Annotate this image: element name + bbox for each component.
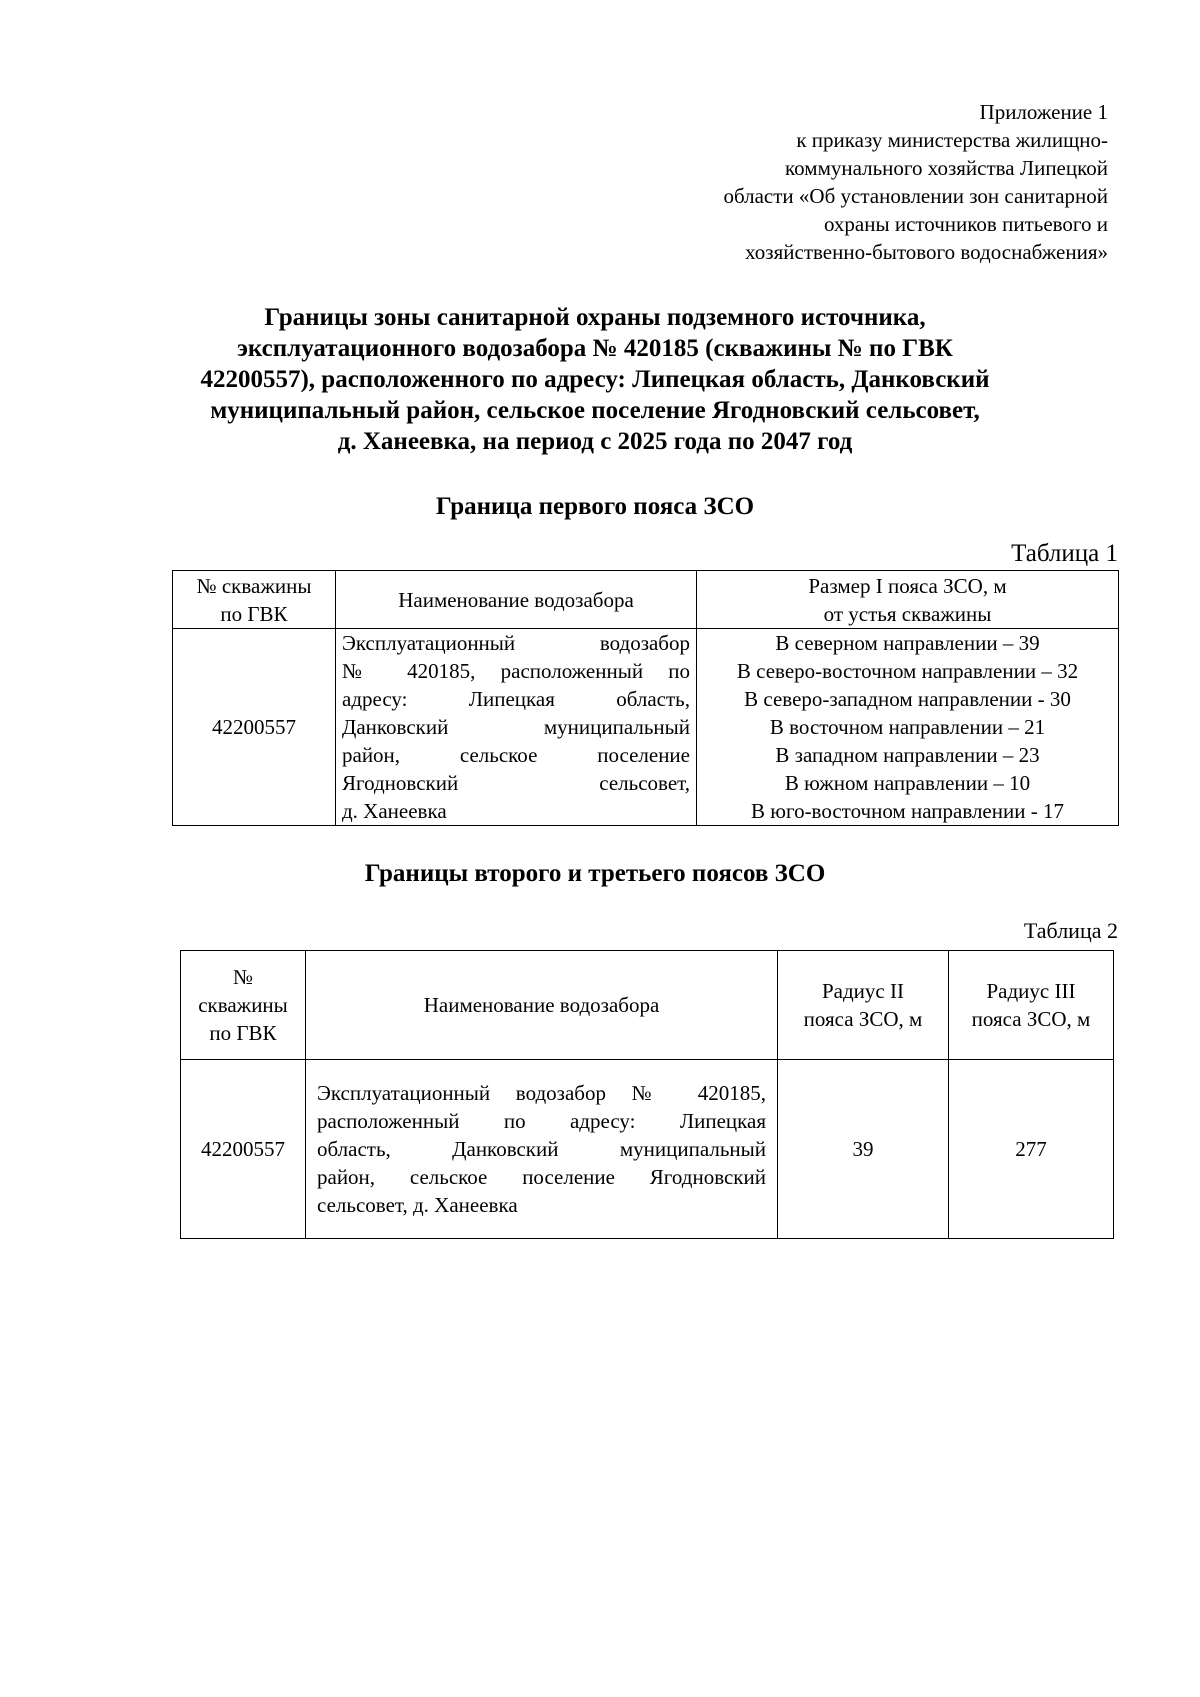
appendix-line: Приложение 1 bbox=[979, 100, 1108, 124]
direction-item: В восточном направлении – 21 bbox=[769, 715, 1046, 739]
appendix-line: хозяйственно-бытового водоснабжения» bbox=[745, 240, 1108, 264]
appendix-line: к приказу министерства жилищно- bbox=[796, 128, 1108, 152]
appendix-line: области «Об установлении зон санитарной bbox=[723, 184, 1108, 208]
section1-title: Граница первого пояса ЗСО bbox=[435, 493, 755, 520]
cell-radius-3: 277 bbox=[949, 1060, 1114, 1239]
cell-radius-2: 39 bbox=[778, 1060, 949, 1239]
title-line: 42200557), расположенного по адресу: Липецкая область, Данковский bbox=[200, 366, 990, 393]
cell-well-number: 42200557 bbox=[181, 1060, 306, 1239]
direction-item: В северном направлении – 39 bbox=[775, 631, 1040, 655]
appendix-line: коммунального хозяйства Липецкой bbox=[785, 156, 1108, 180]
cell-intake-name: Эксплуатационный водозабор № 420185, расположенный по адресу: Липецкая область, Данковский муниципальный район, сельское поселение Ягодновский сельсовет, д. Ханеевка bbox=[336, 629, 697, 826]
zone2-3-table bbox=[180, 950, 1114, 1239]
cell-well-number: 42200557 bbox=[173, 629, 336, 826]
section2-title: Границы второго и третьего поясов ЗСО bbox=[364, 860, 826, 887]
cell-directions bbox=[697, 629, 1119, 826]
cell-intake-name: Эксплуатационный водозабор № 420185, расположенный по адресу: Липецкая область, Данковский муниципальный район, сельское поселение Ягодновский сельсовет, д. Ханеевка bbox=[306, 1060, 778, 1239]
document-title bbox=[150, 302, 1040, 457]
direction-item: В южном направлении – 10 bbox=[784, 771, 1031, 795]
header-intake-name: Наименование водозабора bbox=[336, 571, 697, 629]
title-line: д. Ханеевка, на период с 2025 года по 2047 год bbox=[337, 428, 853, 455]
direction-item: В западном направлении – 23 bbox=[775, 743, 1040, 767]
title-line: эксплуатационного водозабора № 420185 (скважины № по ГВК bbox=[237, 335, 953, 362]
direction-item: В северо-восточном направлении – 32 bbox=[736, 659, 1079, 683]
title-line: Границы зоны санитарной охраны подземного источника, bbox=[264, 304, 926, 331]
header-radius-2: Радиус II пояса ЗСО, м bbox=[778, 951, 949, 1060]
table-header-row bbox=[173, 571, 1119, 629]
table-header-row bbox=[181, 951, 1114, 1060]
table2-label: Таблица 2 bbox=[1023, 918, 1118, 943]
header-zone-size: Размер I пояса ЗСО, м от устья скважины bbox=[697, 571, 1119, 629]
title-line: муниципальный район, сельское поселение Ягодновский сельсовет, bbox=[210, 397, 980, 424]
table-row bbox=[181, 1060, 1114, 1239]
direction-item: В северо-западном направлении - 30 bbox=[744, 687, 1071, 711]
direction-item: В юго-восточном направлении - 17 bbox=[751, 799, 1064, 823]
header-intake-name: Наименование водозабора bbox=[306, 951, 778, 1060]
zone1-table bbox=[172, 570, 1119, 826]
table1-label: Таблица 1 bbox=[1011, 540, 1118, 567]
header-radius-3: Радиус III пояса ЗСО, м bbox=[949, 951, 1114, 1060]
header-well-number: № скважины по ГВК bbox=[181, 951, 306, 1060]
table-row bbox=[173, 629, 1119, 826]
appendix-header bbox=[508, 98, 1108, 266]
header-well-number: № скважины по ГВК bbox=[173, 571, 336, 629]
appendix-line: охраны источников питьевого и bbox=[823, 212, 1108, 236]
